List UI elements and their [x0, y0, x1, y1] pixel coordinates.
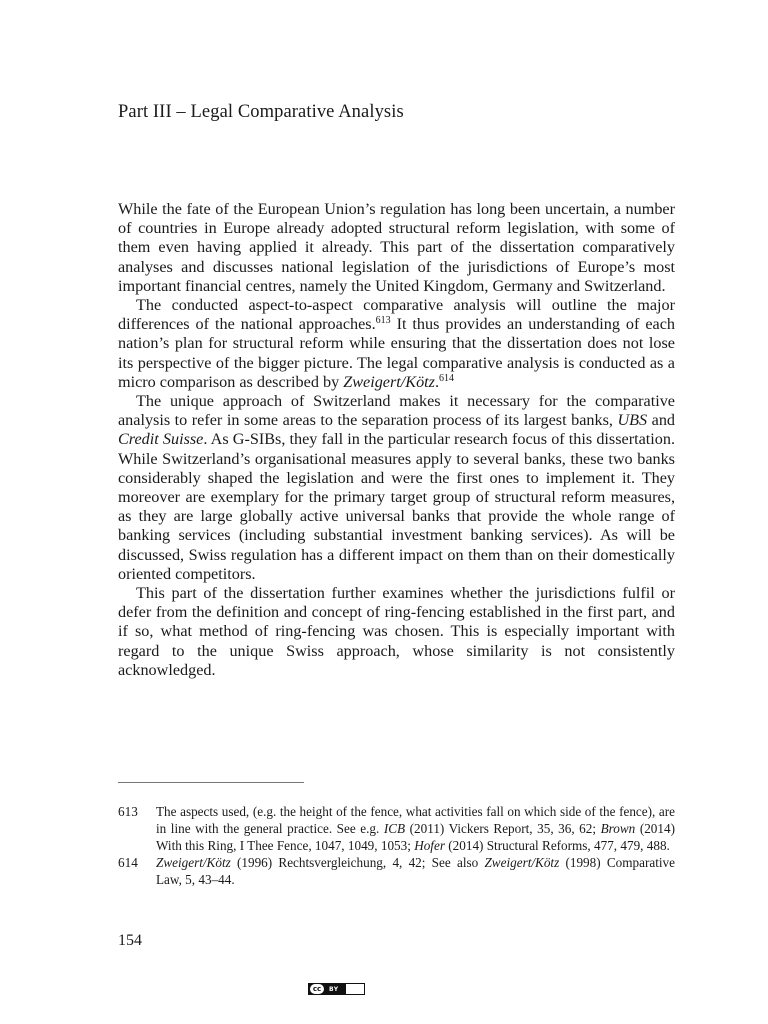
paragraph-3-bank-1: UBS: [617, 411, 648, 430]
paragraph-3-bank-2: Credit Suisse: [118, 430, 204, 449]
footnote-text: [156, 854, 675, 888]
footnote-ref-614[interactable]: 614: [439, 372, 455, 384]
paragraph-3: [118, 392, 675, 584]
cc-logo-icon: cc: [310, 984, 324, 994]
footnote-614-author-1: Zweigert/Kötz: [156, 855, 231, 870]
paragraph-4: This part of the dissertation further examines whether the jurisdictions fulfil or defer from the definition and concept of ring-fencing established in the first part, and if so, what method of ring-fencing was chosen. This is especially important with regard to the unique Swiss approach, whose similarity is not consistently acknowledged.: [118, 584, 675, 679]
paragraph-2-author: Zweigert/Kötz: [343, 372, 435, 391]
footnote-divider: [118, 782, 304, 783]
paragraph-3-text-a: The unique approach of Switzerland makes it necessary for the comparative analysis to refer in some areas to the separation process of its largest banks,: [118, 392, 675, 430]
footnote-number: 614: [118, 855, 138, 870]
paragraph-3-and: and: [647, 411, 676, 430]
footnote-614-text-b: (1998) Comparative Law, 5, 43–44.: [156, 855, 675, 887]
footnote-613-author-3: Hofer: [414, 838, 445, 853]
footnote-613: [118, 803, 675, 854]
footnote-text: [156, 803, 675, 854]
footnote-613-author-1: ICB: [383, 821, 406, 836]
cc-by-icon[interactable]: [308, 983, 365, 995]
paragraph-2-text-b: It thus provides an understanding of each nation’s plan for structural reform while ensuring that the dissertation does not lose its perspective of the bigger picture. The legal comparative analysis is conducted as a micro comparison as described by: [118, 315, 675, 391]
footnote-613-text-c: (2014) With this Ring, I Thee Fence, 1047, 1049, 1053;: [156, 821, 675, 853]
paragraph-2: [118, 296, 675, 392]
paragraph-1: While the fate of the European Union’s regulation has long been uncertain, a number of countries in Europe already adopted structural reform legislation, with some of them even having applied it already. This part of the dissertation comparatively analyses and discusses national legislation of the jurisdictions of Europe’s most important financial centres, namely the United Kingdom, Germany and Switzerland.: [118, 200, 675, 295]
paragraph-3-text-b: . As G-SIBs, they fall in the particular research focus of this dissertation. While Switzerland’s organisational measures apply to several banks, these two banks considerably shaped the legislation and were the first ones to implement it. They moreover are exemplary for the primary target group of structural reform measures, as they are large globally active universal banks that provide the whole range of banking services (including substantial investment banking services). As will be discussed, Swiss regulation has a different impact on them than on their domestically oriented competitors.: [118, 430, 675, 583]
part-title: Part III – Legal Comparative Analysis: [118, 102, 404, 122]
footnote-613-text-b: (2011) Vickers Report, 35, 36, 62;: [405, 821, 601, 836]
footnote-613-text-a: The aspects used, (e.g. the height of the fence, what activities fall on which side of the fence), are in line with the general practice. See e.g.: [156, 804, 675, 836]
footnote-ref-613[interactable]: 613: [375, 315, 391, 327]
footnote-614-text-a: (1996) Rechtsvergleichung, 4, 42; See also: [230, 855, 485, 870]
paragraph-2-text-c: .: [434, 372, 440, 391]
footnote-613-text-d: (2014) Structural Reforms, 477, 479, 488.: [444, 838, 670, 853]
cc-badge-panel: [346, 984, 364, 994]
paragraph-2-text-a: The conducted aspect-to-aspect comparative analysis will outline the major differences of the national approaches.: [118, 296, 675, 334]
footnote-number: 613: [118, 804, 138, 819]
cc-by-label: BY: [329, 985, 339, 993]
footnotes: [118, 803, 675, 888]
footnote-614: [118, 854, 675, 888]
page-number: 154: [118, 932, 142, 949]
body-text: [118, 200, 675, 680]
footnote-613-author-2: Brown: [600, 821, 636, 836]
footnote-614-author-2: Zweigert/Kötz: [484, 855, 560, 870]
